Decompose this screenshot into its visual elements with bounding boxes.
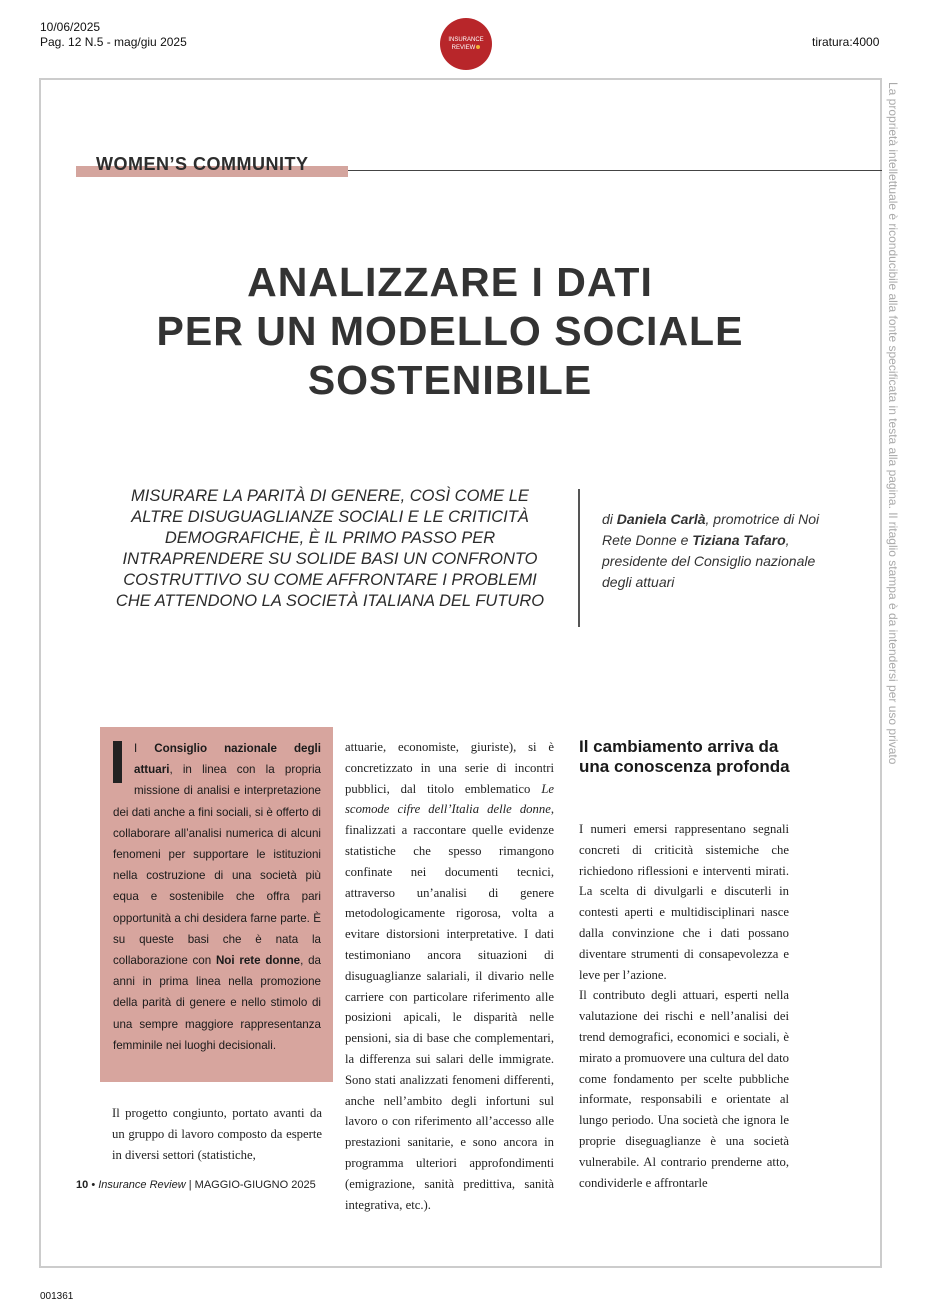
page-footer: [76, 1179, 316, 1191]
byline-divider: [578, 489, 580, 627]
author-role-2: , presidente del Consiglio nazionale degli attuari: [602, 532, 816, 590]
insurance-review-logo: [440, 18, 492, 70]
section-rule: [348, 170, 882, 171]
footer-issue: MAGGIO-GIUGNO 2025: [194, 1179, 316, 1191]
title-line-3: SOSTENIBILE: [307, 357, 593, 403]
col2-text-1: attuarie, economiste, giuriste), si è concretizzato in una serie di incontri pubblici, dal titolo emblematico: [345, 740, 554, 796]
article-subtitle: MISURARE LA PARITÀ DI GENERE, COSÌ COME LE ALTRE DISUGUAGLIANZE SOCIALI E LE CRITICITÀ DEMOGRAFICHE, È IL PRIMO PASSO PER INTRAPRENDERE SU SOLIDE BASI UN CONFRONTO COSTRUTTIVO SU COME AFFRONTARE I PROBLEMI CHE ATTENDONO LA SOCIETÀ ITALIANA DEL FUTURO: [115, 487, 545, 610]
section-label: WOMEN’S COMMUNITY: [96, 154, 309, 174]
intro-text-2: , da anni in prima linea nella promozione della parità di genere e nello stimolo di una sempre maggiore rappresentanza femminile nei luoghi decisionali.: [113, 954, 321, 1052]
article-title: [100, 258, 800, 405]
intro-bold-partner: Noi rete donne: [215, 954, 301, 968]
byline-prefix: di: [602, 511, 617, 527]
body-paragraph-col1: Il progetto congiunto, portato avanti da un gruppo di lavoro composto da esperte in diversi settori (statistiche,: [112, 1106, 322, 1162]
side-disclaimer: [886, 82, 900, 802]
author-name-2: Tiziana Tafaro: [692, 532, 786, 548]
clipping-code: 001361: [40, 1291, 74, 1302]
clipping-date: 10/06/2025: [40, 20, 101, 34]
dropcap-letter: I: [134, 742, 138, 755]
intro-paragraph: [113, 738, 321, 1056]
col3-paragraph-1: I numeri emersi rappresentano segnali concreti di criticità sistemiche che richiedono riflessioni e interventi mirati. La scelta di divulgarli e discuterli in contesti aperti e multidisciplinari nasce dalla convinzione che i dati possano diventare strumenti di consapevolezza e leve per l’azione.: [579, 822, 789, 982]
logo-text-insurance: INSURANCE: [448, 37, 484, 43]
intro-bold-organization: Consiglio nazionale degli attuari: [134, 742, 321, 777]
clipping-page-info: Pag. 12 N.5 - mag/giu 2025: [40, 35, 187, 49]
col2-text-2: , finalizzati a raccontare quelle evidenze statistiche che spesso rimangono confinate nei documenti tecnici, attraverso un’analisi di genere metodologicamente rigorosa, volta a evitare distorsioni interpretative. I dati testimoniano ancora situazioni di disuguaglianze salariali, il divario nelle carriere con particolare riferimento alle posizioni apicali, le disparità nelle pensioni, sia di base che complementari, la differenza sui salari delle immigrate. Sono stati analizzati fenomeni differenti, anche nell’ambito degli infortuni sul lavoro o con riferimento all’accesso alle prestazioni sanitarie, e sono ancora in programma ulteriori approfondimenti (emigrazione, sanità predittiva, sanità integrativa, etc.).: [345, 802, 554, 1212]
footer-page-number: 10: [76, 1179, 89, 1191]
title-line-2: PER UN MODELLO SOCIALE: [156, 308, 744, 354]
title-line-1: ANALIZZARE I DATI: [247, 259, 653, 305]
article-byline: [602, 509, 832, 593]
body-paragraph-col3: [579, 819, 789, 1193]
intro-text-1: , in linea con la propria missione di analisi e interpretazione dei dati anche a fini sociali, si è offerto di collaborare all’analisi numerica di alcuni fenomeni per supportare le istituzioni nella costruzione di una società più equa e sostenibile che offra pari opportunità a chi desidera farne parte. È su queste basi che è nata la collaborazione con: [113, 763, 321, 968]
col3-heading: Il cambiamento arriva da una conoscenza profonda: [579, 737, 790, 776]
col2-italic-title: Le scomode cifre dell’Italia delle donne: [345, 781, 554, 817]
dropcap-bar: [113, 741, 122, 783]
col3-paragraph-2: Il contributo degli attuari, esperti nella valutazione dei rischi e nell’analisi dei trend demografici, economici e sociali, è mirato a promuovere una cultura del dato come fondamento per scelte pubbliche informate, responsabili e orientate al lungo periodo. Una società che ignora le proprie diseguaglianze è una società vulnerabile. Al contrario prenderne atto, condividerle e affrontarle: [579, 988, 789, 1190]
side-disclaimer-text: La proprietà intellettuale è riconducibile alla fonte specificata in testa alla pagina. Il ritaglio stampa è da intendersi per uso privato: [886, 82, 900, 765]
logo-text-review: REVIEW: [452, 44, 481, 52]
author-name-1: Daniela Carlà: [616, 511, 706, 527]
body-paragraph-col2: [345, 737, 554, 1215]
clipping-circulation: tiratura:4000: [812, 35, 880, 49]
footer-separator: |: [188, 1179, 192, 1191]
author-role-1: , promotrice di Noi Rete Donne e: [602, 511, 820, 548]
footer-bullet: •: [91, 1179, 96, 1191]
footer-magazine: Insurance Review: [98, 1179, 186, 1191]
